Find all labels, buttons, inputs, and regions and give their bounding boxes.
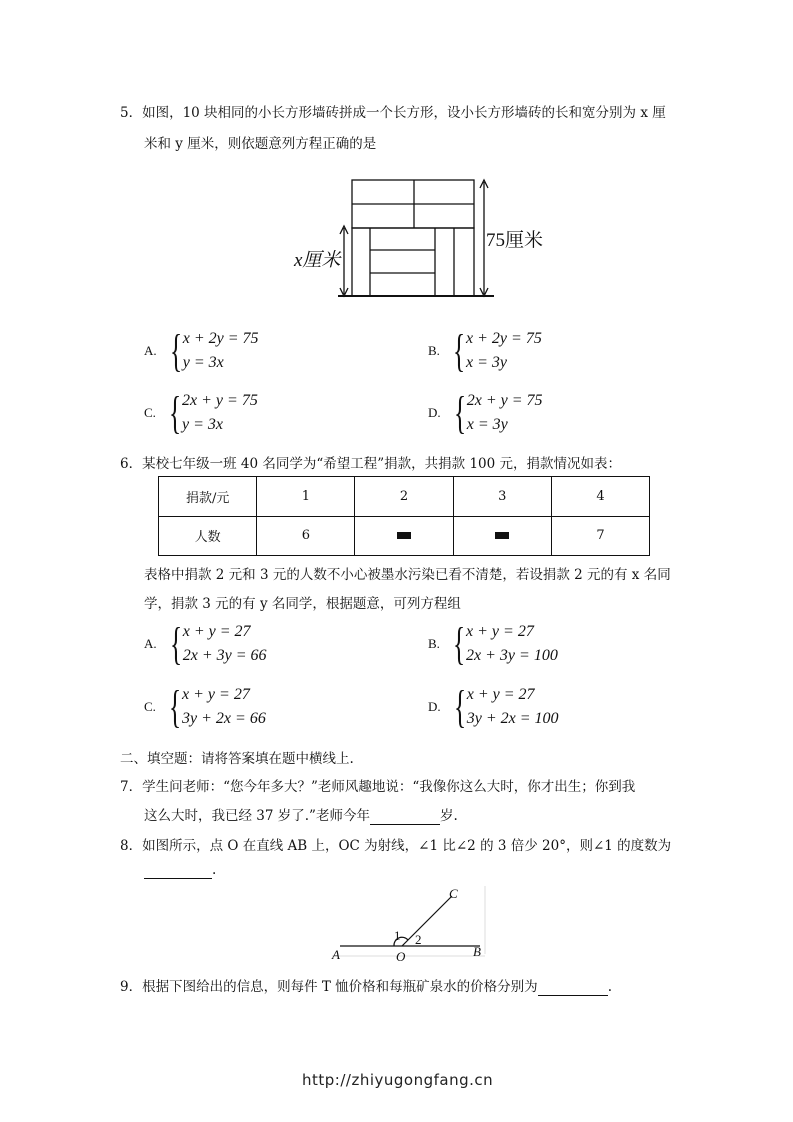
equation: 2x + y = 75 xyxy=(182,392,258,409)
q7-text: 这么大时，我已经 37 岁了.”老师今年 xyxy=(144,808,370,824)
table-cell-ink xyxy=(453,516,551,556)
option-label: C. xyxy=(144,699,156,714)
equation: 2x + y = 75 xyxy=(466,392,543,409)
q7-line1: 7．学生问老师：“您今年多大？”老师风趣地说：“我像你这么大时，你才出生；你到我 xyxy=(120,779,636,795)
equation: 3y + 2x = 100 xyxy=(466,710,559,727)
q9-text: 9．根据下图给出的信息，则每件 T 恤价格和每瓶矿泉水的价格分别为 xyxy=(120,979,538,995)
brace-icon: { xyxy=(452,325,466,376)
equation: x = 3y xyxy=(466,416,508,433)
table-cell-ink xyxy=(355,516,453,556)
q6-line2: 表格中捐款 2 元和 3 元的人数不小心被墨水污染已看不清楚，若设捐款 2 元的有 x 名同 xyxy=(144,567,671,583)
table-cell: 3 xyxy=(453,477,551,517)
equation: y = 3x xyxy=(182,416,224,433)
q5-option-a[interactable] xyxy=(144,325,259,376)
footer-url: http://zhiyugongfang.cn xyxy=(302,1071,494,1089)
q6-option-b[interactable] xyxy=(428,618,558,669)
q9-line1 xyxy=(120,975,612,996)
brace-icon: { xyxy=(169,618,182,669)
q6-option-d[interactable] xyxy=(428,681,559,732)
brace-icon: { xyxy=(453,387,466,438)
table-cell: 2 xyxy=(355,477,453,517)
table-cell: 捐款/元 xyxy=(159,477,257,517)
answer-blank[interactable] xyxy=(370,808,440,825)
brace-icon: { xyxy=(453,681,466,732)
option-label: D. xyxy=(428,699,441,714)
equation: 2x + 3y = 66 xyxy=(182,647,267,664)
equation: 3y + 2x = 66 xyxy=(182,710,266,727)
answer-blank[interactable] xyxy=(144,862,212,879)
table-cell: 7 xyxy=(551,516,649,556)
figure-x-label: x厘米 xyxy=(294,250,341,271)
ink-blot-icon xyxy=(495,532,509,539)
option-label: C. xyxy=(144,405,156,420)
q6-option-c[interactable] xyxy=(144,681,266,732)
q6-option-a[interactable] xyxy=(144,618,267,669)
donation-table xyxy=(158,476,650,556)
table-cell: 人数 xyxy=(159,516,257,556)
q5-option-c[interactable] xyxy=(144,387,258,438)
ink-blot-icon xyxy=(397,532,411,539)
q8-line1: 8．如图所示，点 O 在直线 AB 上，OC 为射线，∠1 比∠2 的 3 倍少 20°，则∠1 的度数为 xyxy=(120,838,672,854)
q8-text-end: . xyxy=(212,862,217,878)
option-label: A. xyxy=(144,343,157,358)
option-label: A. xyxy=(144,636,157,651)
equation: x = 3y xyxy=(466,354,508,371)
equation: y = 3x xyxy=(182,354,224,371)
table-cell: 1 xyxy=(257,477,355,517)
equation: x + 2y = 75 xyxy=(466,330,542,347)
brace-icon: { xyxy=(168,681,182,732)
q5-option-d[interactable] xyxy=(428,387,543,438)
label-2: 2 xyxy=(415,932,422,947)
equation: 2x + 3y = 100 xyxy=(466,647,558,664)
table-row xyxy=(159,477,650,517)
q9-text-end: . xyxy=(607,979,612,995)
answer-blank[interactable] xyxy=(538,979,608,996)
q5-option-b[interactable] xyxy=(428,325,542,376)
table-cell: 4 xyxy=(551,477,649,517)
label-1: 1 xyxy=(394,928,401,943)
table-cell: 6 xyxy=(257,516,355,556)
q5-line2: 米和 y 厘米，则依题意列方程正确的是 xyxy=(144,136,377,152)
option-label: B. xyxy=(428,343,440,358)
q7-text-end: 岁. xyxy=(439,808,458,824)
brace-icon: { xyxy=(452,618,466,669)
label-a: A xyxy=(332,947,340,962)
q6-line1: 6．某校七年级一班 40 名同学为“希望工程”捐款，共捐款 100 元，捐款情况如表： xyxy=(120,456,622,472)
table-row xyxy=(159,516,650,556)
q8-line2 xyxy=(144,862,216,879)
equation: x + 2y = 75 xyxy=(182,330,259,347)
q7-line2 xyxy=(144,804,458,825)
brick-figure xyxy=(290,170,560,310)
q6-line3: 学，捐款 3 元的有 y 名同学，根据题意，可列方程组 xyxy=(144,596,461,612)
figure-75-label: 75厘米 xyxy=(486,230,544,251)
section-heading: 二、填空题：请将答案填在题中横线上. xyxy=(120,751,354,767)
brace-icon: { xyxy=(169,325,182,376)
brace-icon: { xyxy=(168,387,182,438)
label-b: B xyxy=(473,944,481,959)
option-label: B. xyxy=(428,636,440,651)
option-label: D. xyxy=(428,405,441,420)
label-o: O xyxy=(396,949,406,964)
equation: x + y = 27 xyxy=(182,623,251,640)
equation: x + y = 27 xyxy=(182,686,250,703)
label-c: C xyxy=(449,886,458,901)
angle-figure xyxy=(330,884,495,964)
equation: x + y = 27 xyxy=(466,686,535,703)
equation: x + y = 27 xyxy=(466,623,534,640)
q5-line1: 5．如图，10 块相同的小长方形墙砖拼成一个长方形，设小长方形墙砖的长和宽分别为 x 厘 xyxy=(120,105,666,121)
